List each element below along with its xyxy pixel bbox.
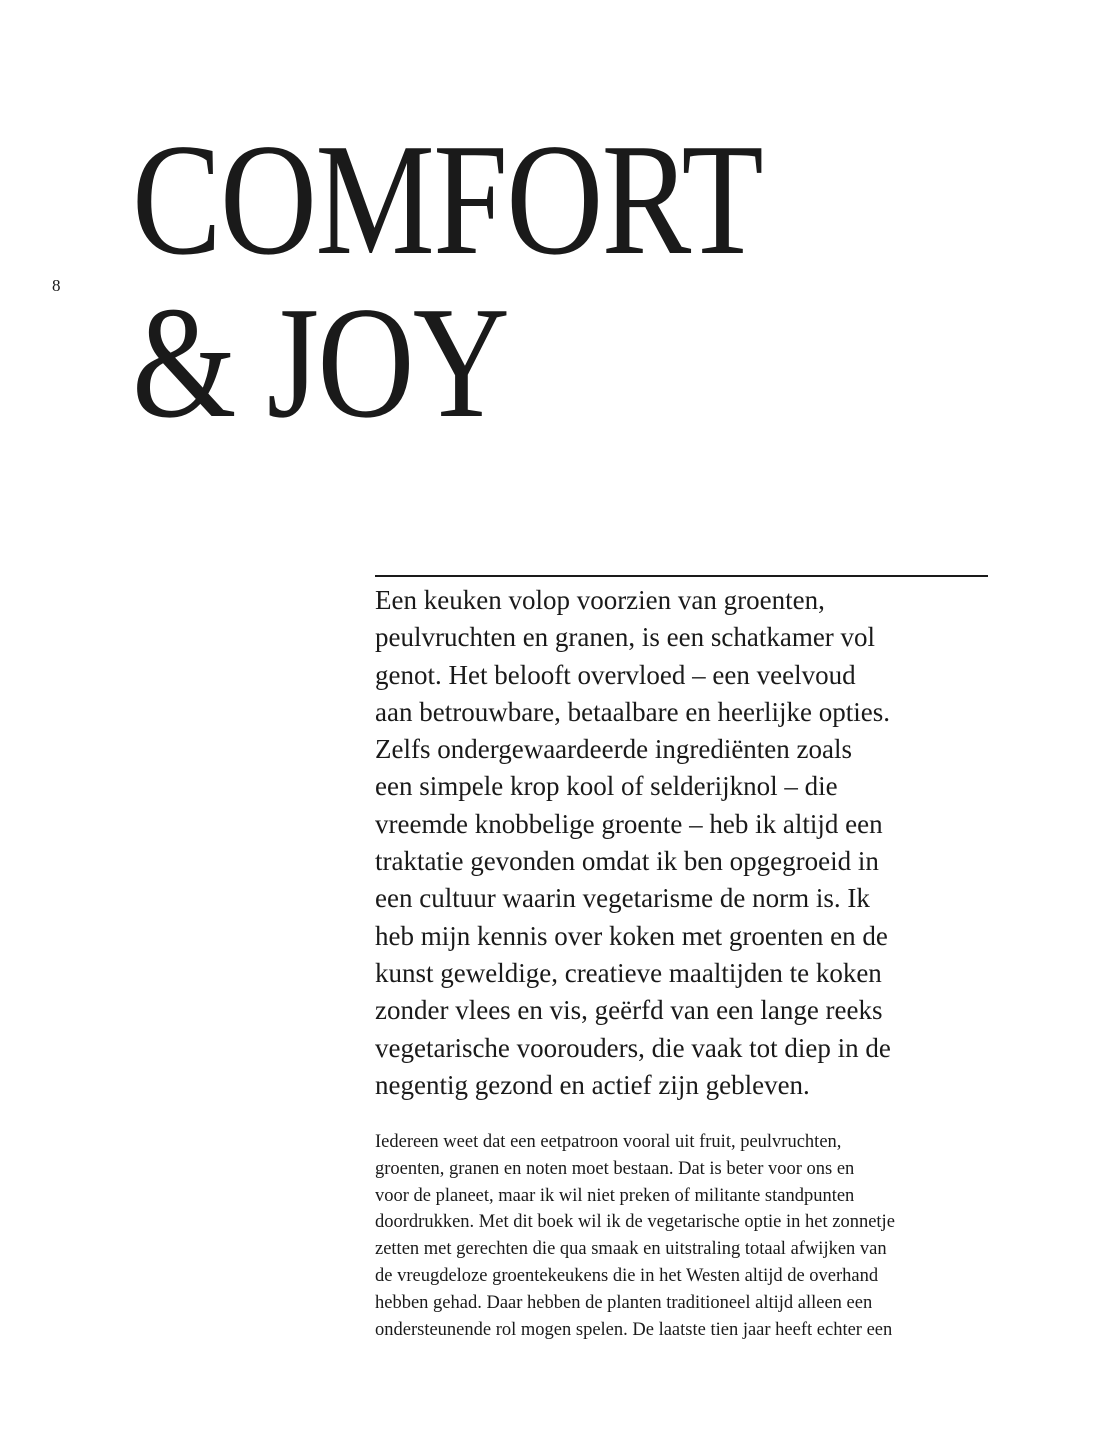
body-line: hebben gehad. Daar hebben de planten traditioneel altijd alleen een (375, 1292, 873, 1313)
lead-line: negentig gezond en actief zijn gebleven. (375, 1069, 810, 1100)
lead-line: een simpele krop kool of selderijknol – die (375, 771, 838, 802)
chapter-title-line: COMFORT (132, 110, 762, 288)
body-line: doordrukken. Met dit boek wil ik de vegetarische optie in het zonnetje (375, 1212, 895, 1233)
body-paragraph (375, 1129, 1015, 1343)
lead-line: zonder vlees en vis, geërfd van een lange reeks (375, 995, 883, 1026)
body-line: ondersteunende rol mogen spelen. De laatste tien jaar heeft echter een (375, 1319, 893, 1340)
page-number: 8 (52, 276, 61, 295)
body-line: voor de planeet, maar ik wil niet preken of militante standpunten (375, 1185, 855, 1206)
lead-line: vegetarische voorouders, die vaak tot diep in de (375, 1032, 891, 1063)
lead-line: Zelfs ondergewaardeerde ingrediënten zoals (375, 734, 853, 765)
body-line: groenten, granen en noten moet bestaan. Dat is beter voor ons en (375, 1158, 855, 1179)
lead-line: aan betrouwbare, betaalbare en heerlijke opties. (375, 696, 890, 727)
lead-line: peulvruchten en granen, is een schatkamer vol (375, 622, 876, 653)
lead-paragraph (375, 582, 1015, 1104)
lead-line: Een keuken volop voorzien van groenten, (375, 585, 825, 615)
chapter-title (132, 110, 762, 451)
body-line: Iedereen weet dat een eetpatroon vooral uit fruit, peulvruchten, (375, 1132, 842, 1152)
lead-line: vreemde knobbelige groente – heb ik altijd een (375, 808, 883, 839)
lead-line: een cultuur waarin vegetarisme de norm is. Ik (375, 883, 870, 914)
lead-line: heb mijn kennis over koken met groenten en de (375, 920, 888, 951)
chapter-title-line: & JOY (132, 273, 509, 451)
lead-line: kunst geweldige, creatieve maaltijden te koken (375, 957, 882, 988)
body-line: de vreugdeloze groentekeukens die in het Westen altijd de overhand (375, 1265, 879, 1286)
lead-line: genot. Het belooft overvloed – een veelvoud (375, 659, 856, 690)
section-divider (375, 575, 988, 577)
lead-line: traktatie gevonden omdat ik ben opgegroeid in (375, 846, 879, 877)
body-line: zetten met gerechten die qua smaak en uitstraling totaal afwijken van (375, 1239, 887, 1260)
